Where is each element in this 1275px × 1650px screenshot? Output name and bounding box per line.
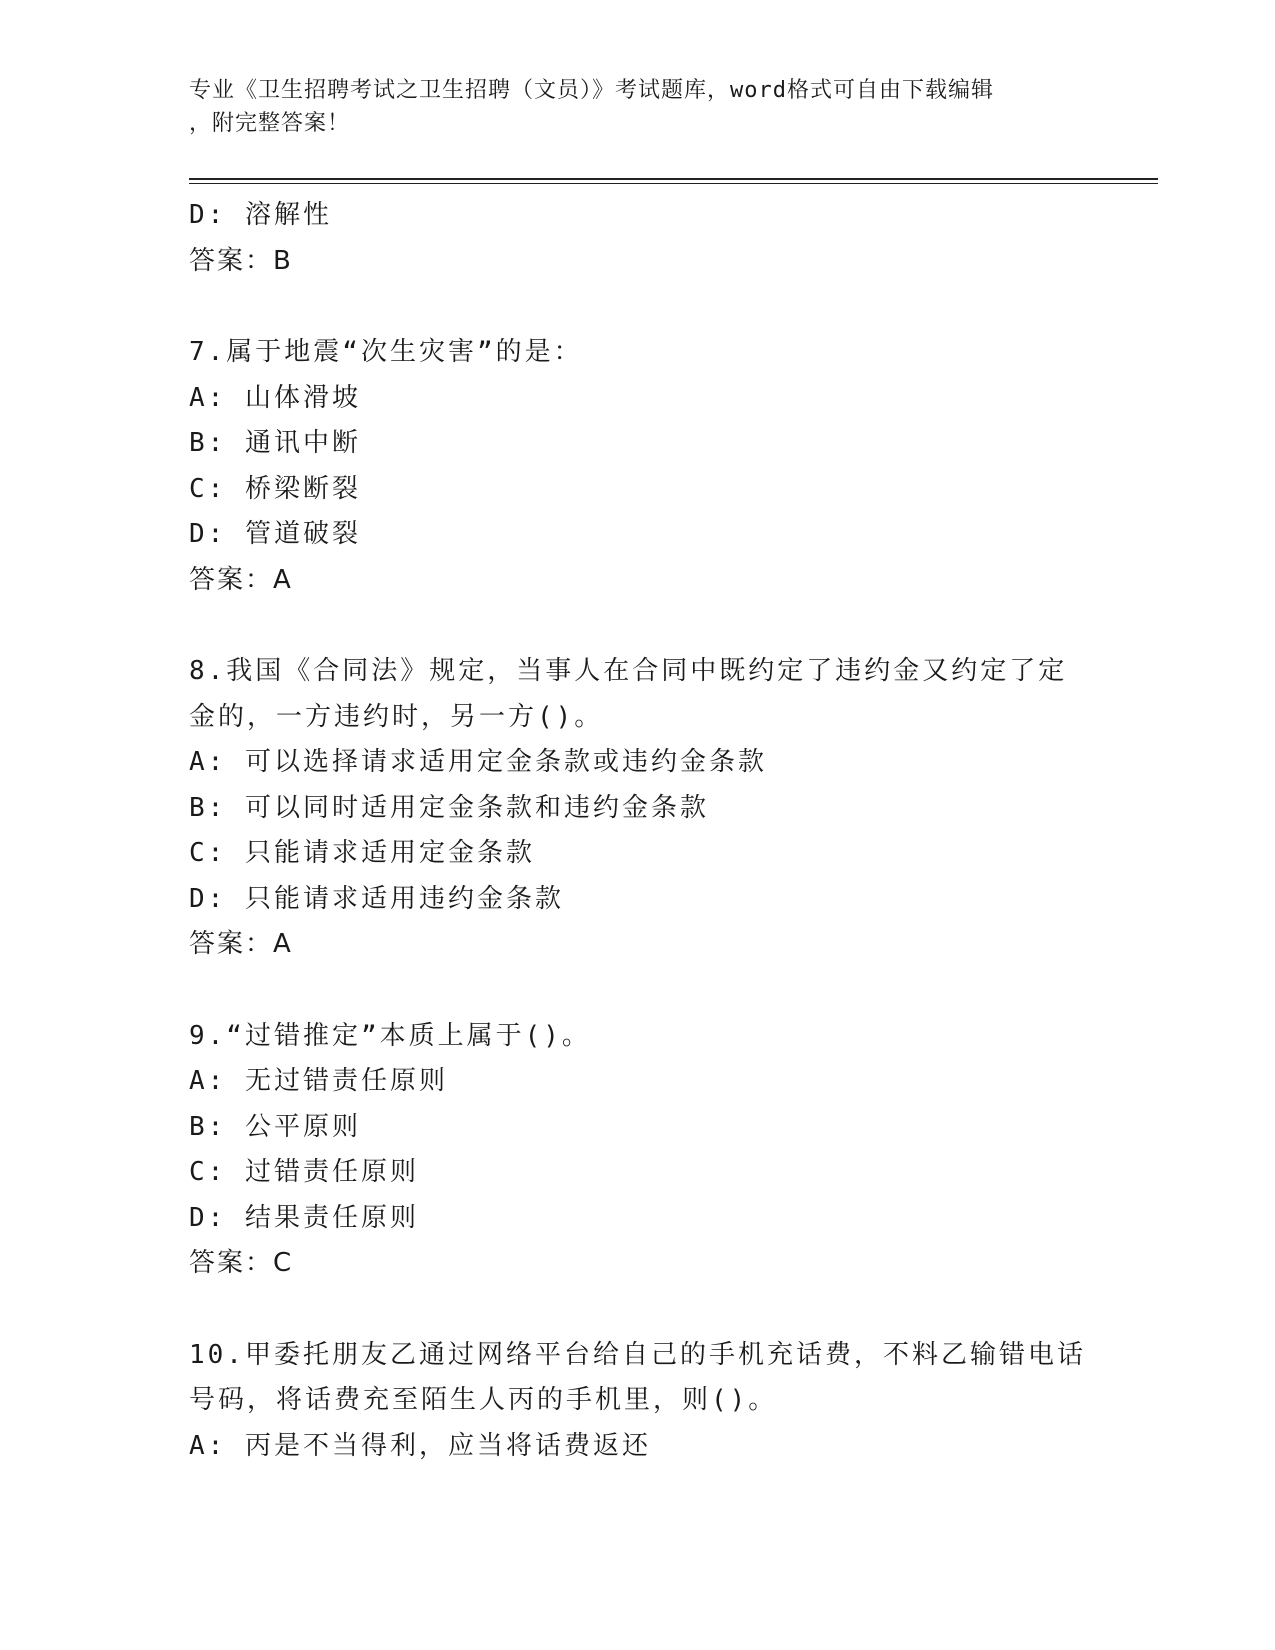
question-stem-line-1: 8.我国《合同法》规定，当事人在合同中既约定了违约金又约定了定 — [189, 656, 1068, 686]
question-7 — [189, 330, 1089, 603]
option-c: C: 只能请求适用定金条款 — [189, 838, 535, 868]
spacer — [189, 603, 1089, 649]
option-d: D: 管道破裂 — [189, 519, 361, 549]
document-header — [189, 74, 1069, 140]
question-stem: 9.“过错推定”本质上属于()。 — [189, 1020, 591, 1051]
option-d: D: 溶解性 — [189, 200, 332, 230]
question-stem-line-2: 号码，将话费充至陌生人丙的手机里，则()。 — [189, 1385, 778, 1415]
question-10 — [189, 1333, 1089, 1470]
header-rule-thin — [189, 183, 1158, 184]
answer-label: 答案：A — [189, 929, 293, 959]
option-a: A: 山体滑坡 — [189, 382, 361, 413]
option-a: A: 无过错责任原则 — [189, 1066, 448, 1096]
answer-label: 答案：C — [189, 1248, 294, 1278]
option-b: B: 通讯中断 — [189, 428, 361, 458]
answer-label: 答案：A — [189, 564, 293, 595]
option-c: C: 桥梁断裂 — [189, 473, 361, 504]
question-stem-line-1: 10.甲委托朋友乙通过网络平台给自己的手机充话费，不料乙输错电话 — [189, 1339, 1086, 1370]
option-a: A: 丙是不当得利，应当将话费返还 — [189, 1430, 651, 1461]
question-stem-line-2: 金的，一方违约时，另一方()。 — [189, 701, 604, 732]
question-list — [189, 193, 1089, 1469]
spacer — [189, 968, 1089, 1014]
header-line-2: ，附完整答案！ — [189, 111, 351, 136]
spacer — [189, 1287, 1089, 1333]
question-stem: 7.属于地震“次生灾害”的是： — [189, 337, 583, 367]
question-6-tail — [189, 193, 1089, 284]
option-b: B: 可以同时适用定金条款和违约金条款 — [189, 792, 709, 823]
option-c: C: 过错责任原则 — [189, 1157, 419, 1187]
question-8 — [189, 649, 1089, 968]
option-b: B: 公平原则 — [189, 1111, 361, 1142]
option-a: A: 可以选择请求适用定金条款或违约金条款 — [189, 747, 767, 777]
answer-label: 答案：B — [189, 245, 293, 276]
option-d: D: 结果责任原则 — [189, 1202, 419, 1233]
option-d: D: 只能请求适用违约金条款 — [189, 883, 564, 914]
spacer — [189, 284, 1089, 330]
header-line-1: 专业《卫生招聘考试之卫生招聘（文员）》考试题库，word格式可自由下载编辑 — [189, 78, 994, 103]
header-rule-thick — [189, 178, 1158, 180]
question-9 — [189, 1014, 1089, 1287]
